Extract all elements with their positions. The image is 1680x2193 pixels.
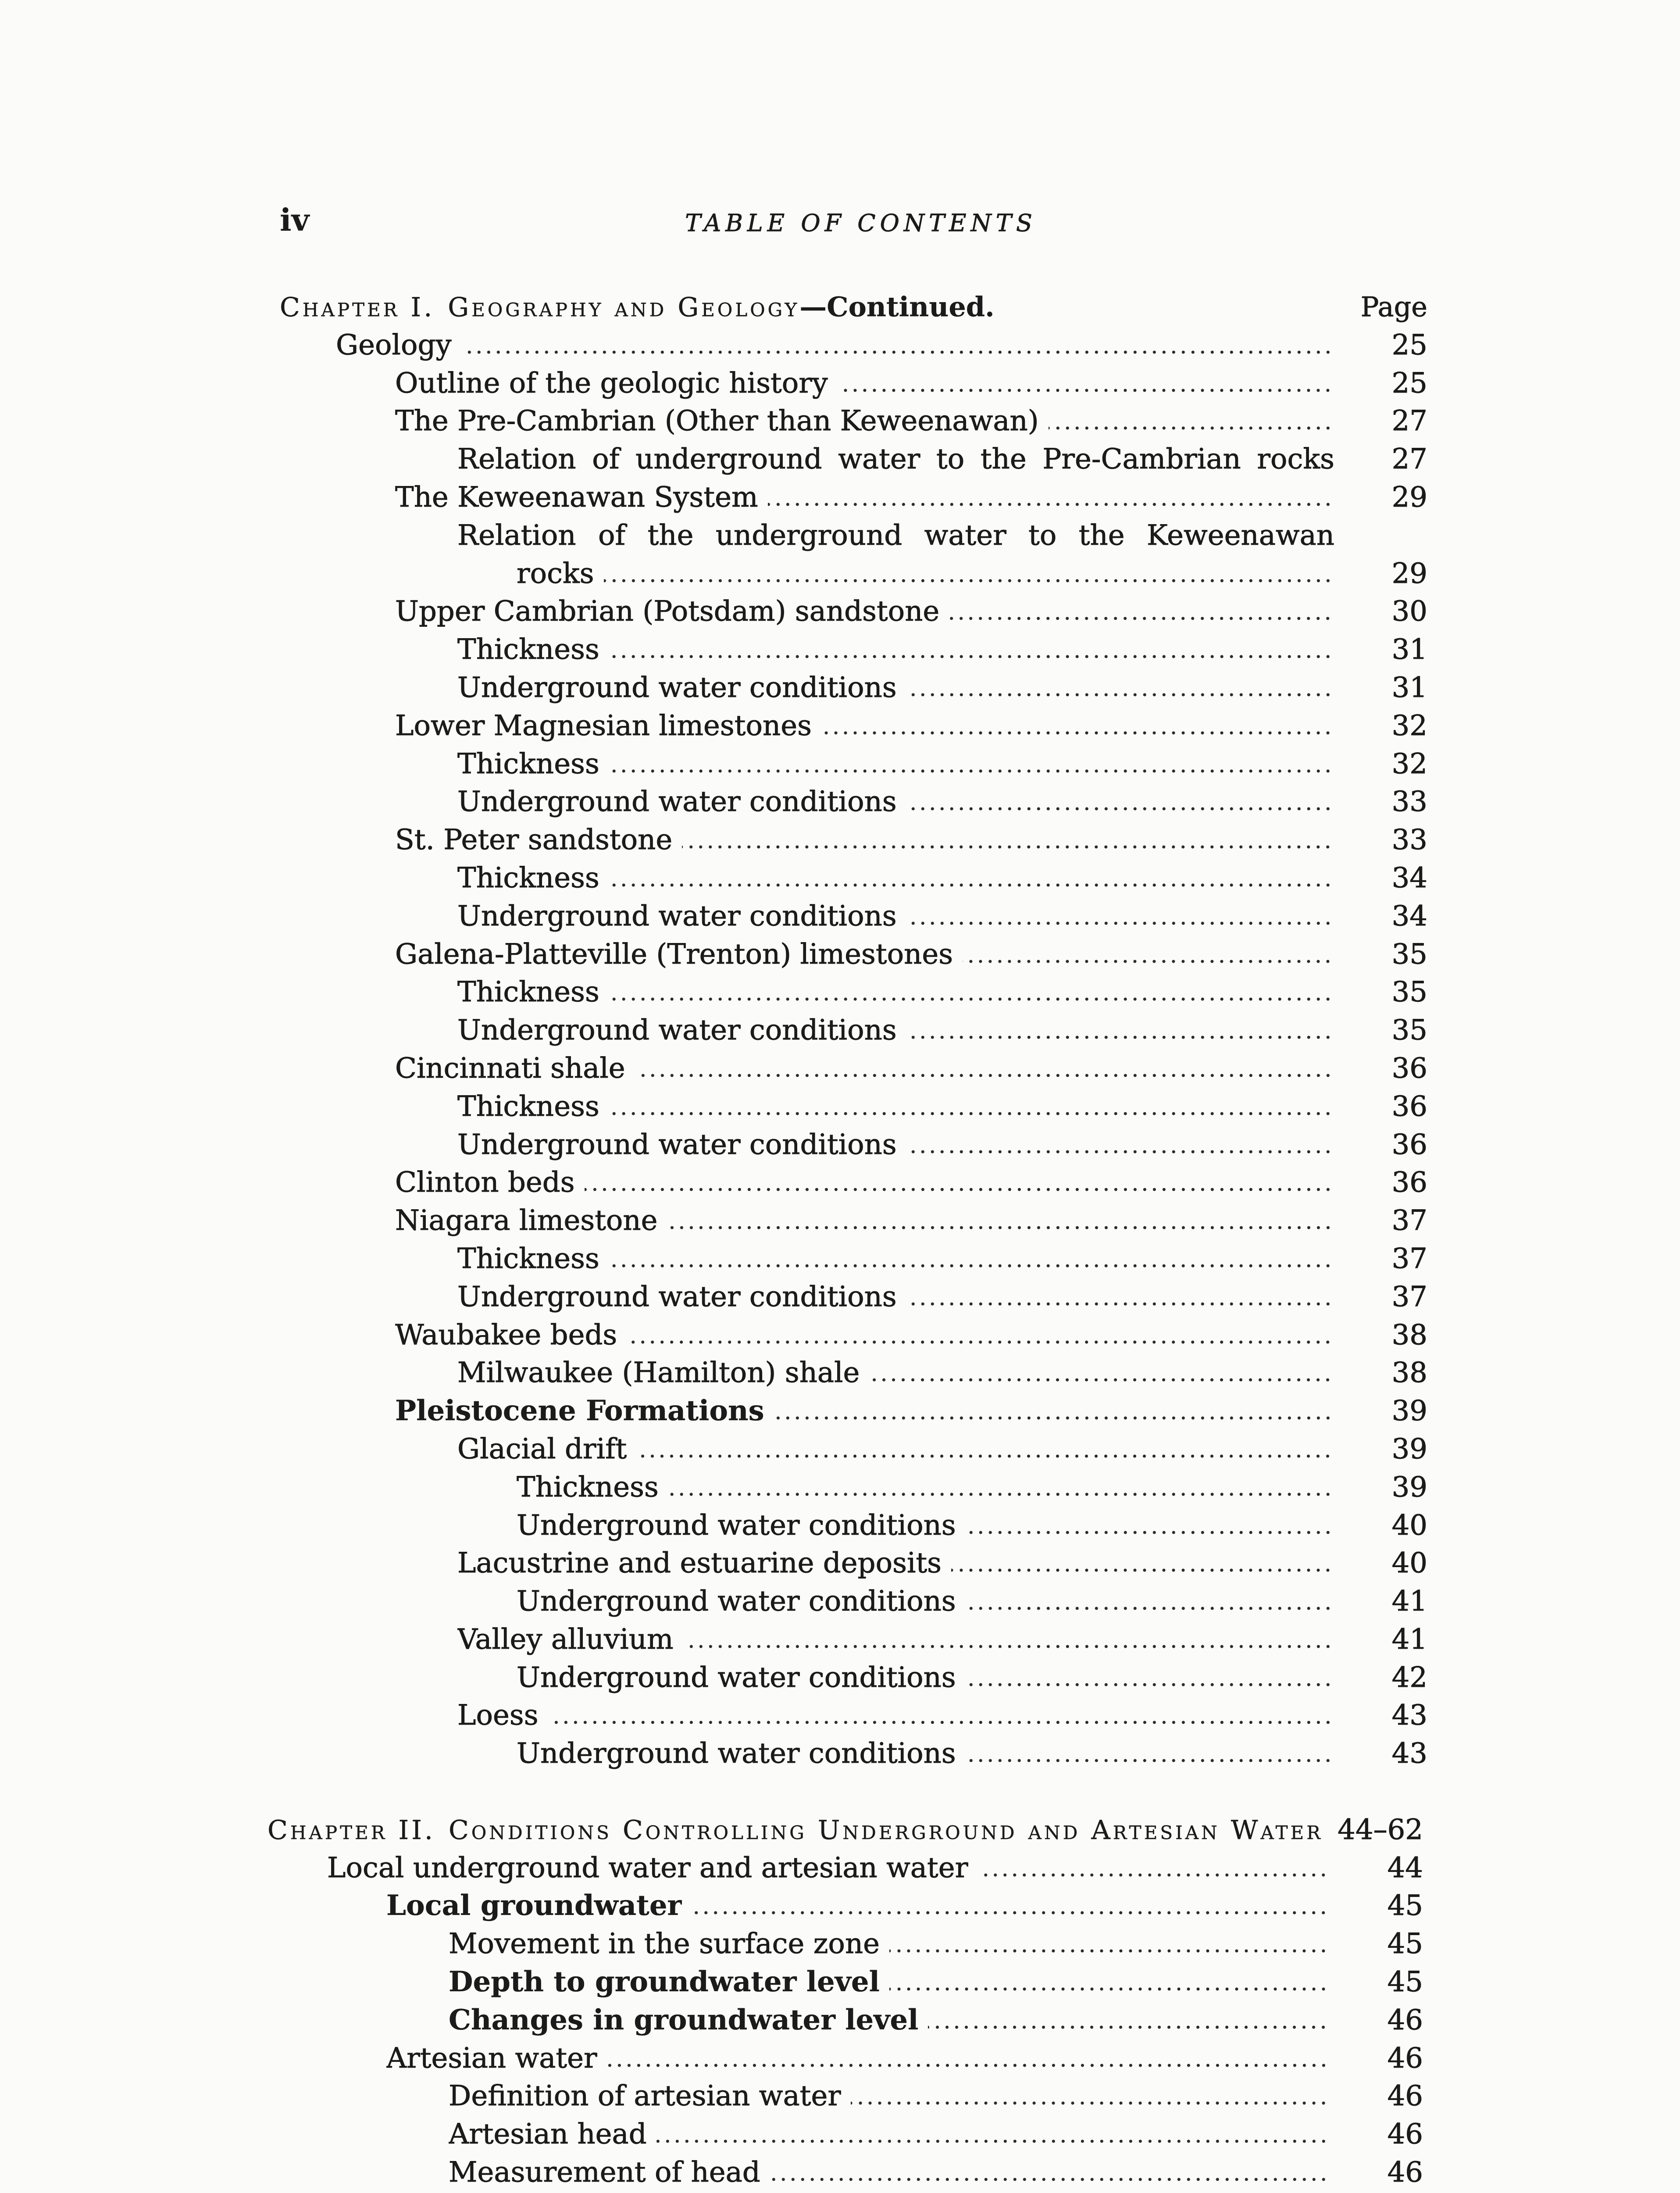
dot-leader	[607, 2063, 1328, 2068]
entry-page: 33	[1391, 824, 1427, 857]
entry-title: Cincinnati shale	[395, 1052, 625, 1085]
toc-entry	[0, 440, 1427, 479]
dot-leader	[609, 1111, 1333, 1116]
chapter-heading	[0, 288, 1427, 326]
dot-leader	[889, 1949, 1328, 1953]
dot-leader	[692, 1911, 1328, 1915]
entry-title: Geology	[336, 329, 452, 361]
entry-title: Local underground water and artesian water	[327, 1851, 969, 1884]
dot-leader	[851, 2101, 1328, 2105]
toc-entry	[0, 1050, 1427, 1088]
entry-page: 32	[1391, 709, 1427, 742]
dot-leader	[906, 1035, 1333, 1039]
dot-leader	[770, 2177, 1328, 2182]
entry-page: 37	[1391, 1280, 1427, 1313]
dot-leader	[656, 2139, 1328, 2143]
entry-title: Underground water conditions	[457, 900, 897, 932]
toc-entry	[0, 1582, 1427, 1621]
entry-title: Underground water conditions	[457, 1014, 897, 1047]
entry-page: 40	[1391, 1547, 1427, 1580]
dot-leader	[966, 1682, 1333, 1687]
chapter-heading	[0, 1811, 1423, 1849]
entry-page: 37	[1391, 1204, 1427, 1237]
dot-leader	[609, 883, 1333, 887]
entry-title: Lower Magnesian limestones	[395, 709, 812, 742]
entry-page: 46	[1387, 2118, 1423, 2151]
dot-leader	[963, 959, 1333, 964]
entry-title: The Keweenawan System	[395, 481, 758, 514]
entry-title: Galena-Platteville (Trenton) limestones	[395, 938, 953, 971]
toc-entry	[0, 1735, 1427, 1773]
entry-title: Thickness	[457, 1090, 599, 1123]
toc-entry	[0, 402, 1427, 440]
dot-leader	[683, 1644, 1333, 1649]
entry-page: 36	[1391, 1052, 1427, 1085]
entry-title: Relation of the underground water to the Keweenawan	[457, 519, 1334, 552]
toc-entry	[0, 364, 1427, 403]
entry-title: Underground water conditions	[517, 1585, 956, 1618]
entry-page: 41	[1391, 1585, 1427, 1618]
dot-leader	[604, 579, 1333, 583]
entry-title: Underground water conditions	[517, 1509, 956, 1542]
toc-entry	[0, 1088, 1427, 1126]
toc-entry	[0, 859, 1427, 897]
running-title: TABLE OF CONTENTS	[685, 209, 1037, 237]
entry-title: Upper Cambrian (Potsdam) sandstone	[395, 595, 940, 628]
page-folio: iv	[280, 202, 310, 238]
dot-leader	[668, 1492, 1333, 1497]
entry-title: Underground water conditions	[457, 1128, 897, 1161]
entry-page: 34	[1391, 900, 1427, 932]
toc-entry	[0, 821, 1427, 859]
dot-leader	[906, 1302, 1333, 1306]
entry-page: 39	[1391, 1471, 1427, 1504]
entry-page: 45	[1387, 1966, 1423, 1999]
dot-leader	[768, 502, 1333, 507]
toc-entry	[0, 1659, 1427, 1697]
entry-page: 38	[1391, 1318, 1427, 1351]
chapter-number: Chapter I.	[280, 292, 435, 323]
toc-entry	[0, 2115, 1423, 2154]
toc-entry	[0, 1925, 1423, 1963]
entry-page: 44	[1387, 1851, 1423, 1884]
entry-page: 27	[1391, 405, 1427, 438]
entry-title: Depth to groundwater level	[449, 1965, 880, 1999]
toc-entry	[0, 783, 1427, 821]
dot-leader	[889, 1987, 1328, 1991]
dot-leader	[627, 1340, 1333, 1344]
entry-title: Changes in groundwater level	[449, 2003, 919, 2036]
entry-page: 46	[1387, 2004, 1423, 2036]
entry-title: Underground water conditions	[457, 1280, 897, 1313]
dot-leader	[1049, 426, 1333, 430]
entry-page: 35	[1391, 1014, 1427, 1047]
toc-entry	[0, 1011, 1427, 1050]
chapter-page-range: 44–62	[1338, 1813, 1423, 1846]
entry-title: The Pre-Cambrian (Other than Keweenawan)	[395, 405, 1039, 438]
dot-leader	[838, 388, 1333, 393]
toc-entry	[0, 1697, 1427, 1735]
entry-title: Thickness	[517, 1471, 659, 1504]
entry-page: 45	[1387, 1889, 1423, 1922]
toc-entry	[0, 1963, 1423, 2001]
entry-page: 31	[1391, 671, 1427, 704]
entry-title: Local groundwater	[386, 1889, 682, 1922]
entry-page: 43	[1391, 1699, 1427, 1732]
toc-entry	[0, 1430, 1427, 1468]
dot-leader	[635, 1073, 1333, 1078]
toc-entry	[0, 593, 1427, 631]
continued-note: —Continued.	[799, 291, 995, 323]
entry-title: Milwaukee (Hamilton) shale	[457, 1357, 860, 1389]
toc-entry	[0, 2001, 1423, 2039]
entry-page: 37	[1391, 1242, 1427, 1275]
dot-leader	[928, 2025, 1328, 2029]
entry-page: 34	[1391, 861, 1427, 894]
toc-entry	[0, 936, 1427, 974]
dot-leader	[609, 654, 1333, 659]
dot-leader	[966, 1758, 1333, 1763]
toc-entry	[0, 1621, 1427, 1659]
entry-title: Underground water conditions	[457, 671, 897, 704]
table-of-contents	[0, 288, 1427, 2192]
entry-page: 46	[1387, 2156, 1423, 2189]
entry-page: 29	[1391, 557, 1427, 590]
entry-title: Thickness	[457, 747, 599, 780]
chapter-title	[280, 288, 995, 327]
entry-title: Artesian water	[386, 2042, 597, 2075]
chapter-2-section	[0, 1811, 1423, 2192]
dot-leader	[906, 1150, 1333, 1154]
toc-entry	[0, 1887, 1423, 1925]
toc-entry	[0, 1354, 1427, 1392]
entry-title: Thickness	[457, 1242, 599, 1275]
entry-page: 36	[1391, 1090, 1427, 1123]
toc-entry	[0, 1316, 1427, 1354]
dot-leader	[609, 1264, 1333, 1268]
toc-entry	[0, 2077, 1423, 2115]
entry-title: Valley alluvium	[457, 1623, 674, 1656]
toc-entry	[0, 1392, 1427, 1430]
dot-leader	[609, 769, 1333, 773]
entry-title: Relation of underground water to the Pre-Cambrian rocks	[457, 443, 1334, 476]
entry-title: Movement in the surface zone	[449, 1928, 880, 1961]
entry-title-continued: rocks	[517, 557, 594, 590]
chapter-title	[268, 1811, 1323, 1850]
dot-leader	[667, 1225, 1333, 1230]
entry-title: Clinton beds	[395, 1166, 575, 1199]
toc-entry	[0, 326, 1427, 364]
entry-page: 36	[1391, 1128, 1427, 1161]
entry-title: Niagara limestone	[395, 1204, 658, 1237]
entry-title: Thickness	[457, 633, 599, 666]
dot-leader	[906, 807, 1333, 811]
entry-page: 35	[1391, 976, 1427, 1009]
entry-page: 35	[1391, 938, 1427, 971]
entry-page: 45	[1387, 1928, 1423, 1961]
entry-page: 36	[1391, 1166, 1427, 1199]
dot-leader	[682, 845, 1333, 849]
entry-page: 39	[1391, 1395, 1427, 1428]
dot-leader	[609, 997, 1333, 1001]
entry-title: Measurement of head	[449, 2156, 760, 2189]
dot-leader	[949, 616, 1333, 621]
toc-entry-continuation	[0, 555, 1427, 593]
dot-leader	[966, 1530, 1333, 1535]
toc-entry	[0, 1202, 1427, 1240]
entry-page: 30	[1391, 595, 1427, 628]
dot-leader	[906, 921, 1333, 925]
entry-title: Waubakee beds	[395, 1318, 617, 1351]
dot-leader	[906, 693, 1333, 697]
toc-entry	[0, 2154, 1423, 2192]
entry-page: 43	[1391, 1737, 1427, 1770]
toc-entry	[0, 1849, 1423, 1887]
entry-title: Underground water conditions	[517, 1737, 956, 1770]
page-column-heading: Page	[1360, 291, 1427, 323]
toc-entry	[0, 1164, 1427, 1202]
entry-title: Loess	[457, 1699, 539, 1732]
entry-page: 29	[1391, 481, 1427, 514]
entry-page: 40	[1391, 1509, 1427, 1542]
toc-entry	[0, 631, 1427, 669]
entry-page: 39	[1391, 1432, 1427, 1465]
toc-entry	[0, 897, 1427, 936]
entry-page: 33	[1391, 786, 1427, 818]
dot-leader	[966, 1606, 1333, 1611]
entry-title: Pleistocene Formations	[395, 1394, 764, 1428]
toc-entry	[0, 669, 1427, 707]
toc-entry	[0, 973, 1427, 1011]
toc-entry	[0, 707, 1427, 745]
entry-title: Lacustrine and estuarine deposits	[457, 1547, 942, 1580]
entry-page: 25	[1391, 329, 1427, 361]
dot-leader	[774, 1416, 1333, 1420]
entry-page: 46	[1387, 2080, 1423, 2113]
entry-title: Artesian head	[449, 2118, 647, 2151]
dot-leader	[978, 1873, 1328, 1877]
entry-title: St. Peter sandstone	[395, 824, 673, 857]
dot-leader	[461, 350, 1333, 354]
toc-entry	[0, 1240, 1427, 1278]
dot-leader	[869, 1378, 1333, 1382]
dot-leader	[548, 1720, 1333, 1725]
entry-page: 42	[1391, 1661, 1427, 1694]
toc-entry	[0, 517, 1427, 555]
entry-page: 32	[1391, 747, 1427, 780]
entry-title: Thickness	[457, 976, 599, 1009]
toc-entry	[0, 1278, 1427, 1316]
entry-title: Underground water conditions	[457, 786, 897, 818]
entry-title: Glacial drift	[457, 1432, 627, 1465]
entry-title: Underground water conditions	[517, 1661, 956, 1694]
entry-page: 38	[1391, 1357, 1427, 1389]
entry-page: 27	[1391, 443, 1427, 476]
dot-leader	[821, 731, 1333, 735]
toc-entry	[0, 479, 1427, 517]
chapter-number: Chapter II.	[268, 1814, 435, 1846]
toc-entry	[0, 745, 1427, 783]
chapter-name: Geography and Geology	[448, 292, 800, 323]
section-gap	[0, 1773, 1427, 1811]
entry-title: Thickness	[457, 861, 599, 894]
entry-page: 46	[1387, 2042, 1423, 2075]
dot-leader	[585, 1187, 1333, 1192]
entry-page: 31	[1391, 633, 1427, 666]
entry-page: 25	[1391, 367, 1427, 400]
chapter-name: Conditions Controlling Underground and Artesian Water	[448, 1814, 1323, 1846]
toc-entry	[0, 1468, 1427, 1507]
toc-entry	[0, 1544, 1427, 1582]
toc-entry	[0, 1126, 1427, 1164]
entry-title: Definition of artesian water	[449, 2080, 841, 2113]
entry-page: 41	[1391, 1623, 1427, 1656]
toc-entry	[0, 2039, 1423, 2078]
toc-entry	[0, 1507, 1427, 1545]
dot-leader	[951, 1568, 1333, 1572]
dot-leader	[636, 1454, 1333, 1458]
entry-title: Outline of the geologic history	[395, 367, 828, 400]
